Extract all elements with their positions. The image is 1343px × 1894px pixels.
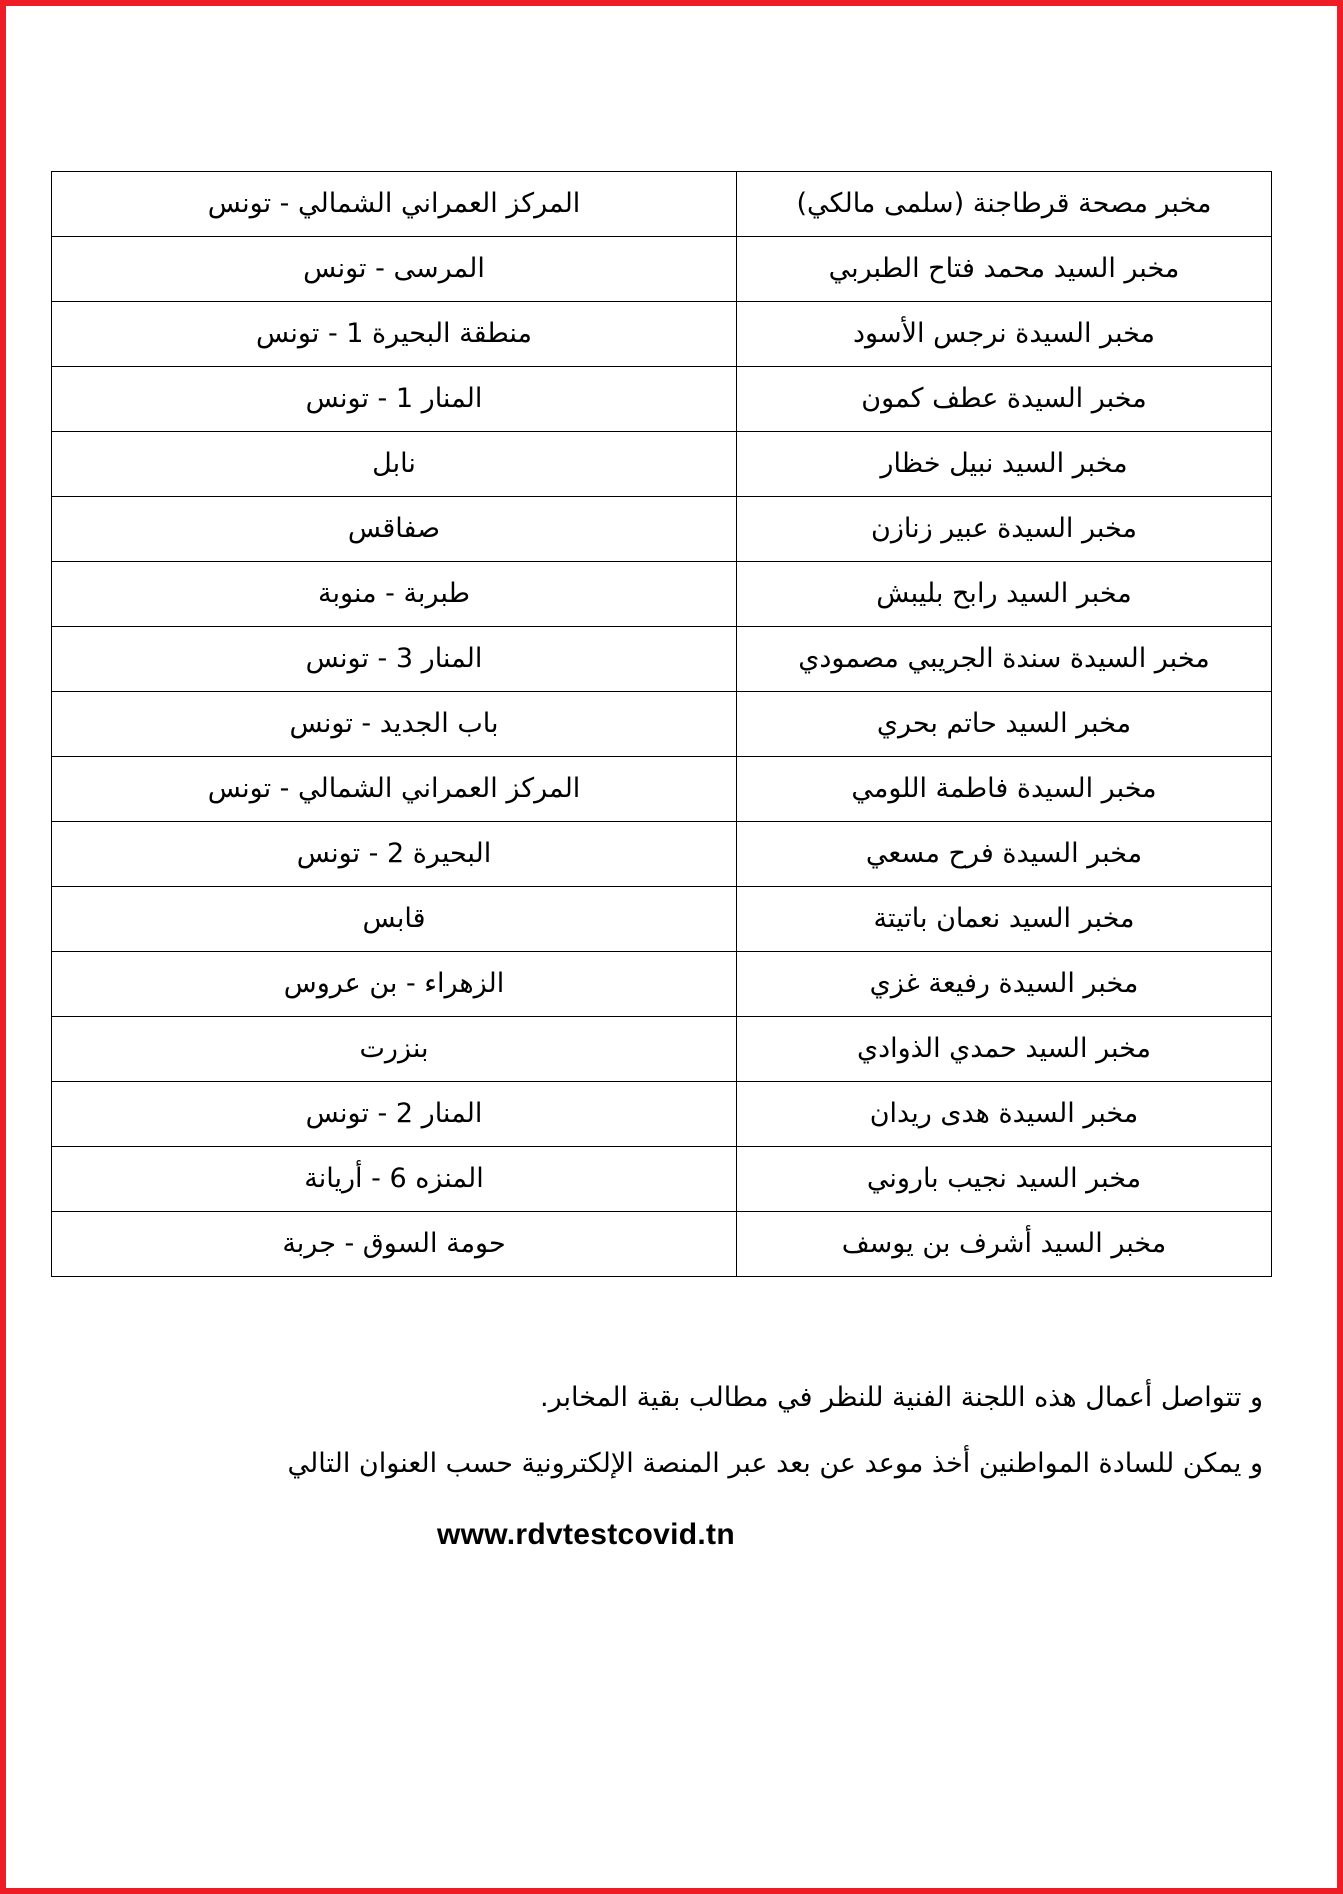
lab-name-cell: مخبر السيدة عطف كمون xyxy=(737,367,1272,432)
lab-name-cell: مخبر السيدة عبير زنازن xyxy=(737,497,1272,562)
lab-location-cell: الزهراء - بن عروس xyxy=(52,952,737,1017)
lab-name-cell: مخبر السيدة نرجس الأسود xyxy=(737,302,1272,367)
table-row xyxy=(52,757,1272,822)
table-row xyxy=(52,822,1272,887)
table-row xyxy=(52,237,1272,302)
lab-location-cell: منطقة البحيرة 1 - تونس xyxy=(52,302,737,367)
lab-name-cell: مخبر السيد نجيب باروني xyxy=(737,1147,1272,1212)
lab-location-cell: المنزه 6 - أريانة xyxy=(52,1147,737,1212)
note-line-2: و يمكن للسادة المواطنين أخذ موعد عن بعد عبر المنصة الإلكترونية حسب العنوان التالي xyxy=(287,1448,1263,1479)
lab-name-cell: مخبر السيدة فرح مسعي xyxy=(737,822,1272,887)
table-row xyxy=(52,562,1272,627)
lab-name-cell: مخبر السيدة رفيعة غزي xyxy=(737,952,1272,1017)
lab-location-cell: صفاقس xyxy=(52,497,737,562)
table-row xyxy=(52,1017,1272,1082)
lab-location-cell: طبربة - منوبة xyxy=(52,562,737,627)
lab-location-cell: باب الجديد - تونس xyxy=(52,692,737,757)
lab-location-cell: المنار 2 - تونس xyxy=(52,1082,737,1147)
table-row xyxy=(52,692,1272,757)
lab-name-cell: مخبر السيد نبيل خظار xyxy=(737,432,1272,497)
lab-name-cell: مخبر السيد حاتم بحري xyxy=(737,692,1272,757)
lab-name-cell: مخبر السيدة هدى ريدان xyxy=(737,1082,1272,1147)
lab-location-cell: المنار 1 - تونس xyxy=(52,367,737,432)
lab-location-cell: المرسى - تونس xyxy=(52,237,737,302)
lab-location-cell: المركز العمراني الشمالي - تونس xyxy=(52,757,737,822)
lab-location-cell: بنزرت xyxy=(52,1017,737,1082)
note-line-1: و تتواصل أعمال هذه اللجنة الفنية للنظر في مطالب بقية المخابر. xyxy=(540,1382,1263,1413)
lab-name-cell: مخبر السيد رابح بليبش xyxy=(737,562,1272,627)
lab-name-cell: مخبر مصحة قرطاجنة (سلمى مالكي) xyxy=(737,172,1272,237)
lab-name-cell: مخبر السيدة فاطمة اللومي xyxy=(737,757,1272,822)
table-row xyxy=(52,887,1272,952)
lab-name-cell: مخبر السيد أشرف بن يوسف xyxy=(737,1212,1272,1277)
table-row xyxy=(52,627,1272,692)
lab-location-cell: المنار 3 - تونس xyxy=(52,627,737,692)
table-row xyxy=(52,367,1272,432)
table-row xyxy=(52,432,1272,497)
table-row xyxy=(52,952,1272,1017)
lab-location-cell: نابل xyxy=(52,432,737,497)
lab-location-cell: قابس xyxy=(52,887,737,952)
table-row xyxy=(52,1082,1272,1147)
lab-name-cell: مخبر السيد حمدي الذوادي xyxy=(737,1017,1272,1082)
table-row xyxy=(52,1147,1272,1212)
lab-location-cell: البحيرة 2 - تونس xyxy=(52,822,737,887)
table-row xyxy=(52,172,1272,237)
labs-table-body xyxy=(52,172,1272,1277)
table-row xyxy=(52,497,1272,562)
lab-name-cell: مخبر السيد محمد فتاح الطبربي xyxy=(737,237,1272,302)
lab-name-cell: مخبر السيدة سندة الجريبي مصمودي xyxy=(737,627,1272,692)
lab-location-cell: حومة السوق - جربة xyxy=(52,1212,737,1277)
website-url[interactable]: www.rdvtestcovid.tn xyxy=(437,1518,735,1551)
table-row xyxy=(52,302,1272,367)
lab-location-cell: المركز العمراني الشمالي - تونس xyxy=(52,172,737,237)
labs-table xyxy=(51,171,1272,1277)
table-row xyxy=(52,1212,1272,1277)
lab-name-cell: مخبر السيد نعمان باتيتة xyxy=(737,887,1272,952)
